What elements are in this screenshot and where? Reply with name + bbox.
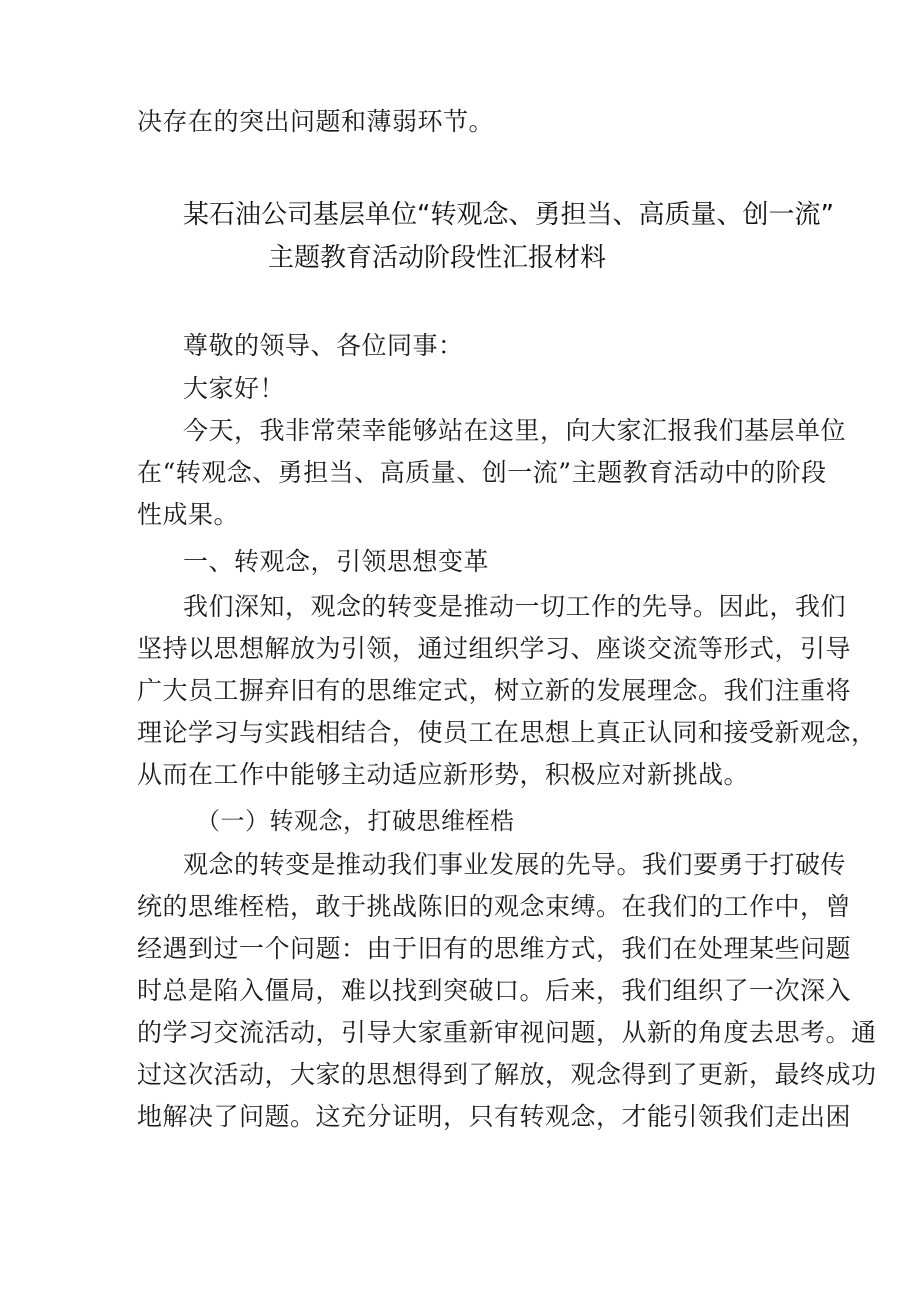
intro-paragraph-line: 性成果。 <box>137 500 240 529</box>
subsection-1-paragraph-line: 统的思维桎梏，敢于挑战陈旧的观念束缚。在我们的工作中，曾 <box>137 892 852 921</box>
section-1-paragraph-line: 坚持以思想解放为引领，通过组织学习、座谈交流等形式，引导 <box>137 634 852 663</box>
intro-paragraph-line: 在“转观念、勇担当、高质量、创一流”主题教育活动中的阶段 <box>137 458 827 487</box>
intro-paragraph-line: 今天，我非常荣幸能够站在这里，向大家汇报我们基层单位 <box>183 416 847 445</box>
greeting: 大家好！ <box>183 374 286 403</box>
salutation: 尊敬的领导、各位同事： <box>183 331 464 360</box>
section-1-paragraph-line: 广大员工摒弃旧有的思维定式，树立新的发展理念。我们注重将 <box>137 676 852 705</box>
carryover-line: 决存在的突出问题和薄弱环节。 <box>137 107 495 136</box>
subsection-1-paragraph-line: 时总是陷入僵局，难以找到突破口。后来，我们组织了一次深入 <box>137 976 852 1005</box>
subsection-1-paragraph-line: 的学习交流活动，引导大家重新审视问题，从新的角度去思考。通 <box>137 1018 877 1047</box>
subsection-1-paragraph-line: 经遇到过一个问题：由于旧有的思维方式，我们在处理某些问题 <box>137 934 852 963</box>
subsection-1-paragraph-line: 地解决了问题。这充分证明，只有转观念，才能引领我们走出困 <box>137 1102 852 1131</box>
section-1-paragraph-line: 从而在工作中能够主动适应新形势，积极应对新挑战。 <box>137 760 750 789</box>
document-title-line-2: 主题教育活动阶段性汇报材料 <box>268 243 607 273</box>
section-1-paragraph-line: 我们深知，观念的转变是推动一切工作的先导。因此，我们 <box>183 592 847 621</box>
section-1-paragraph-line: 理论学习与实践相结合，使员工在思想上真正认同和接受新观念， <box>137 718 877 747</box>
subsection-1-paragraph-line: 观念的转变是推动我们事业发展的先导。我们要勇于打破传 <box>183 850 847 879</box>
subsection-1-heading: （一）转观念，打破思维桎梏 <box>196 807 515 835</box>
section-1-heading: 一、转观念，引领思想变革 <box>183 547 490 576</box>
subsection-1-paragraph-line: 过这次活动，大家的思想得到了解放，观念得到了更新，最终成功 <box>137 1060 877 1089</box>
document-title-line-1: 某石油公司基层单位“转观念、勇担当、高质量、创一流” <box>183 200 834 230</box>
